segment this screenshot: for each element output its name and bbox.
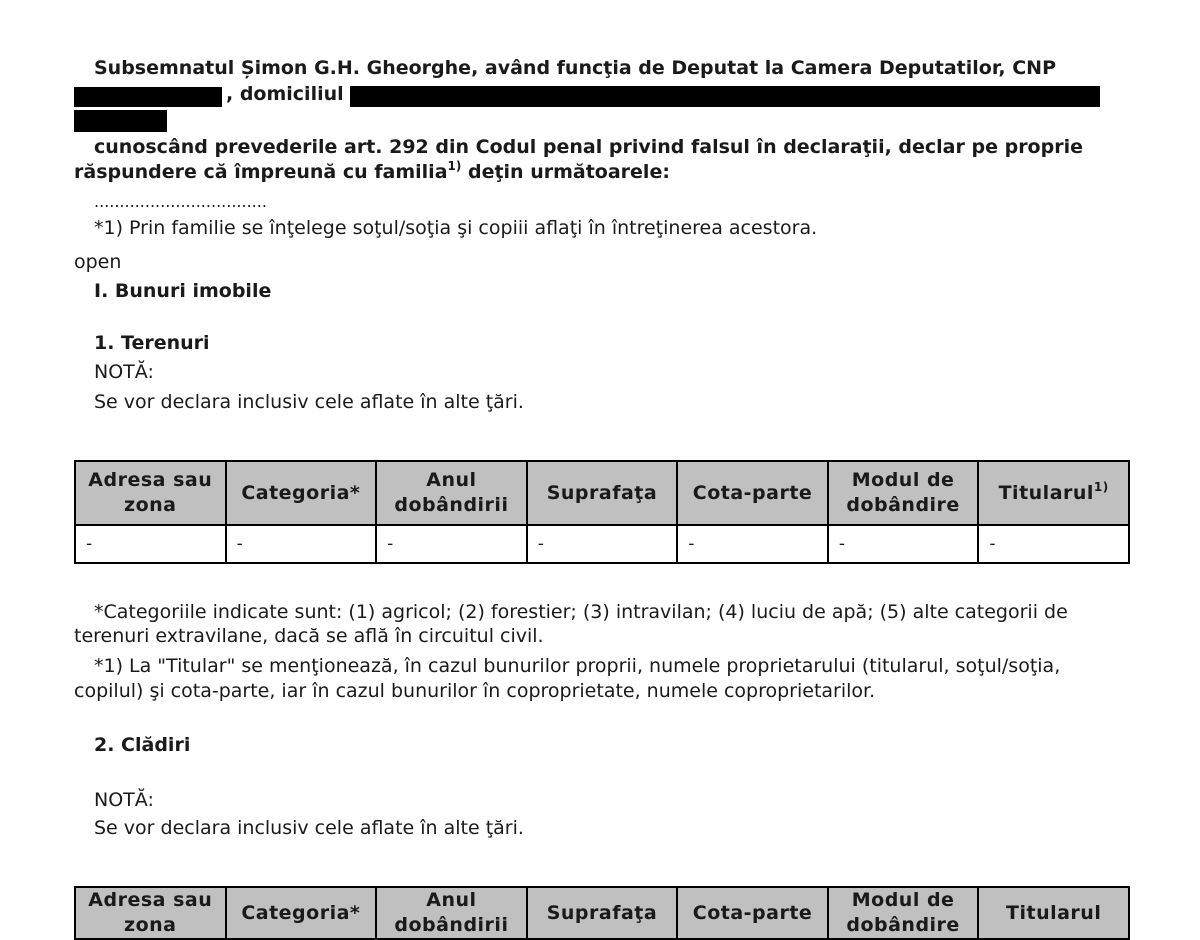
family-footnote: *1) Prin familie se înţelege soţul/soţia şi copiii aflaţi în întreţinerea acestora. <box>94 217 818 239</box>
intro-domiciliu-label: , domiciliul <box>226 83 344 105</box>
col-anul: Anul dobândirii <box>376 887 527 939</box>
open-text: open <box>74 251 122 273</box>
subsection-title-terenuri: 1. Terenuri <box>94 332 210 354</box>
intro-line-3b-post: deţin următoarele: <box>461 161 670 183</box>
subsection-title-cladiri: 2. Clădiri <box>94 734 191 756</box>
terenuri-table <box>74 460 1130 564</box>
intro-line-3b-pre: răspundere că împreună cu familia <box>74 161 448 183</box>
col-categoria: Categoria* <box>226 461 377 525</box>
table-header-row <box>75 887 1129 939</box>
table-row <box>75 525 1129 563</box>
nota-text-1: Se vor declara inclusiv cele aflate în alte ţări. <box>94 391 524 413</box>
intro-line-1: Subsemnatul Șimon G.H. Gheorghe, având funcţia de Deputat la Camera Deputatilor, CNP <box>94 57 1057 79</box>
col-adresa: Adresa sau zona <box>75 461 226 525</box>
dotted-line: .................................. <box>94 192 267 211</box>
nota-label-2: NOTĂ: <box>94 789 154 811</box>
redacted-address <box>350 86 1100 107</box>
categories-note-line-1: *Categoriile indicate sunt: (1) agricol; (2) forestier; (3) intravilan; (4) luciu de apă; (5) alte categorii de <box>94 601 1068 623</box>
footnote-ref-1: 1) <box>447 159 462 173</box>
col-adresa: Adresa sau zona <box>75 887 226 939</box>
col-cota-parte: Cota-parte <box>677 461 828 525</box>
cladiri-table <box>74 886 1130 940</box>
categories-note-line-2: terenuri extravilane, dacă se află în circuitul civil. <box>74 625 544 647</box>
titular-note-line-2: copilul) şi cota-parte, iar în cazul bunurilor în coproprietate, numele coproprietarilor. <box>74 680 876 702</box>
table-cell: - <box>376 525 527 563</box>
col-titularul <box>978 461 1129 525</box>
col-anul: Anul dobândirii <box>376 461 527 525</box>
col-modul: Modul de dobândire <box>828 887 979 939</box>
redacted-cnp <box>74 87 222 107</box>
table-header-row <box>75 461 1129 525</box>
col-titularul-label: Titularul <box>998 481 1094 504</box>
intro-line-3a: cunoscând prevederile art. 292 din Codul penal privind falsul în declaraţii, declar pe proprie <box>94 136 1083 158</box>
col-modul: Modul de dobândire <box>828 461 979 525</box>
table-cell: - <box>677 525 828 563</box>
titular-footnote-ref: 1) <box>1093 479 1109 494</box>
redacted-address-cont <box>74 110 167 132</box>
table-cell: - <box>527 525 678 563</box>
col-suprafata: Suprafaţa <box>527 887 678 939</box>
col-cota-parte: Cota-parte <box>677 887 828 939</box>
table-cell: - <box>828 525 979 563</box>
nota-label-1: NOTĂ: <box>94 361 154 383</box>
titular-note-line-1: *1) La "Titular" se menţionează, în cazul bunurilor proprii, numele proprietarului (titularul, soţul/soţia, <box>94 655 1061 677</box>
table-cell: - <box>978 525 1129 563</box>
table-cell: - <box>75 525 226 563</box>
section-title-bunuri-imobile: I. Bunuri imobile <box>94 280 272 302</box>
col-titularul: Titularul <box>978 887 1129 939</box>
table-cell: - <box>226 525 377 563</box>
col-suprafata: Suprafaţa <box>527 461 678 525</box>
col-categoria: Categoria* <box>226 887 377 939</box>
nota-text-2: Se vor declara inclusiv cele aflate în alte ţări. <box>94 817 524 839</box>
intro-line-3b <box>74 160 1130 184</box>
